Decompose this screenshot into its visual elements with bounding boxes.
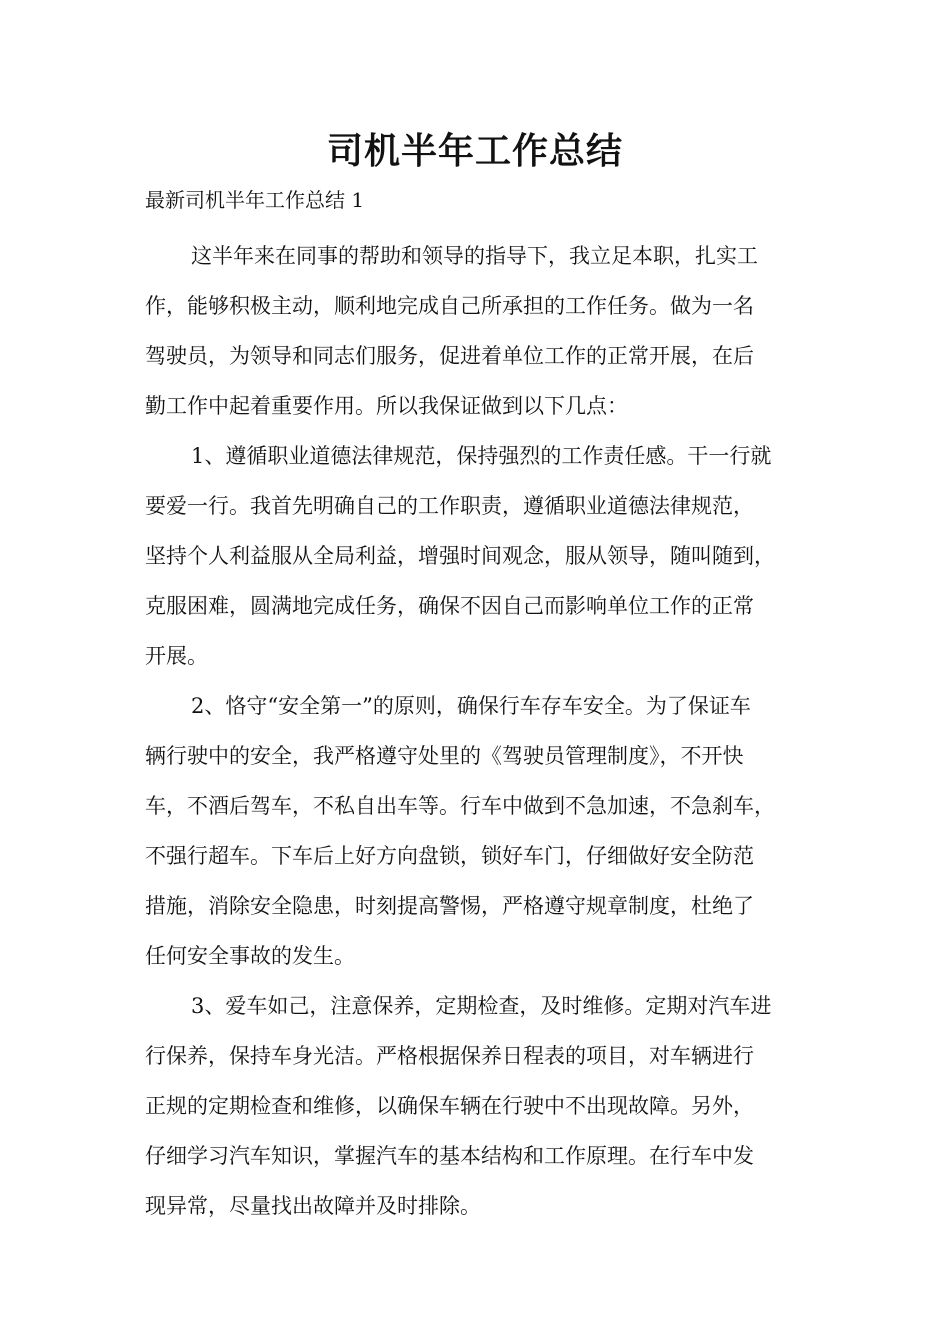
paragraph-line: 2、恪守“安全第一”的原则，确保行车存车安全。为了保证车 [191, 694, 751, 718]
document-title: 司机半年工作总结 [326, 131, 623, 172]
paragraph-point-2 [145, 681, 810, 981]
paragraph-point-3 [145, 981, 810, 1231]
paragraph-line: 3、爱车如己，注意保养，定期检查，及时维修。定期对汽车进 [191, 994, 772, 1018]
paragraph-line: 作，能够积极主动，顺利地完成自己所承担的工作任务。做为一名 [145, 294, 754, 318]
paragraph-line: 坚持个人利益服从全局利益，增强时间观念，服从领导，随叫随到， [145, 544, 775, 568]
document-subtitle: 最新司机半年工作总结 1 [145, 188, 365, 212]
paragraph-line: 驾驶员，为领导和同志们服务，促进着单位工作的正常开展，在后 [145, 344, 754, 368]
paragraph-line: 车，不酒后驾车，不私自出车等。行车中做到不急加速，不急刹车， [145, 794, 775, 818]
paragraph-line: 正规的定期检查和维修，以确保车辆在行驶中不出现故障。另外， [145, 1094, 754, 1118]
document-body [145, 231, 810, 1231]
paragraph-line: 任何安全事故的发生。 [145, 944, 355, 968]
paragraph-point-1 [145, 431, 810, 681]
paragraph-intro [145, 231, 810, 431]
paragraph-line: 现异常，尽量找出故障并及时排除。 [145, 1194, 481, 1218]
paragraph-line: 1、遵循职业道德法律规范，保持强烈的工作责任感。干一行就 [191, 444, 772, 468]
paragraph-line: 不强行超车。下车后上好方向盘锁，锁好车门，仔细做好安全防范 [145, 844, 754, 868]
paragraph-line: 行保养，保持车身光洁。严格根据保养日程表的项目，对车辆进行 [145, 1044, 754, 1068]
paragraph-line: 这半年来在同事的帮助和领导的指导下，我立足本职，扎实工 [191, 244, 758, 268]
paragraph-line: 仔细学习汽车知识，掌握汽车的基本结构和工作原理。在行车中发 [145, 1144, 754, 1168]
paragraph-line: 措施，消除安全隐患，时刻提高警惕，严格遵守规章制度，杜绝了 [145, 894, 754, 918]
paragraph-line: 克服困难，圆满地完成任务，确保不因自己而影响单位工作的正常 [145, 594, 754, 618]
paragraph-line: 开展。 [145, 644, 208, 668]
paragraph-line: 要爱一行。我首先明确自己的工作职责，遵循职业道德法律规范， [145, 494, 754, 518]
paragraph-line: 辆行驶中的安全，我严格遵守处里的《驾驶员管理制度》，不开快 [145, 744, 744, 768]
paragraph-line: 勤工作中起着重要作用。所以我保证做到以下几点： [145, 394, 628, 418]
